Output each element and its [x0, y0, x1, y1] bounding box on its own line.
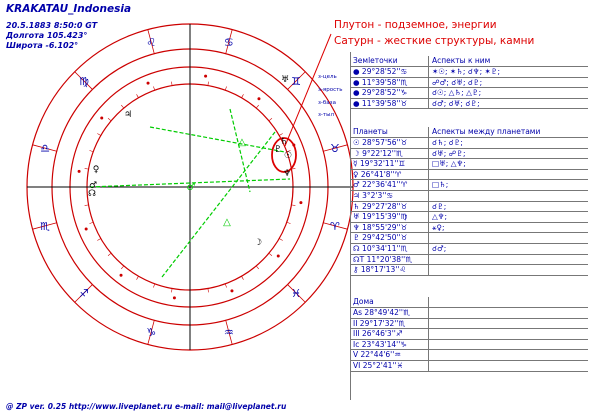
col-header: Земleточки: [351, 56, 429, 66]
degree-tick: [287, 222, 291, 223]
planet-glyph: ♄: [279, 137, 289, 147]
taurus-sign: ♉: [329, 142, 340, 156]
cusp-marker: [147, 82, 150, 85]
degree-tick: [153, 86, 154, 90]
cell: △♆;: [432, 212, 448, 222]
aquarius-sign: ♒: [223, 325, 234, 339]
cell: □♅; △♆;: [432, 159, 466, 169]
degree-tick: [242, 94, 244, 97]
table-header: [351, 297, 588, 308]
table-row: [351, 308, 588, 319]
degree-tick: [85, 205, 89, 206]
planet-glyph: ☽: [253, 238, 263, 248]
cell: ☌♂;: [432, 243, 447, 253]
degree-tick: [208, 288, 209, 292]
planet-glyph: ♇: [273, 145, 283, 155]
pisces-sign: ♓: [291, 287, 302, 301]
chart-datetime: 20.5.1883 8:50:0 GT: [6, 21, 98, 30]
capricorn-sign: ♑: [146, 325, 157, 339]
aries-sign: ♈: [329, 219, 340, 233]
cusp-marker: [292, 144, 295, 147]
degree-tick: [208, 82, 209, 86]
cell: ● 29°28'52''♋: [351, 67, 429, 77]
cancer-sign: ♋: [223, 36, 234, 50]
planet-glyph: ☉: [283, 151, 293, 161]
degree-tick: [153, 284, 154, 288]
cell: VI 25°2'41''♓: [351, 361, 429, 371]
scorpio-sign: ♏: [40, 219, 51, 233]
cell: ♄ 29°27'28''♉: [351, 202, 429, 212]
degree-tick: [85, 168, 89, 169]
table-row: [351, 191, 588, 202]
cell: ☌♄; ☌♇;: [432, 138, 463, 147]
cusp-marker: [100, 117, 103, 120]
table-header: [351, 127, 588, 138]
chart-latitude: Широта -6.102°: [6, 41, 79, 50]
degree-tick: [225, 284, 226, 288]
degree-tick: [279, 239, 282, 241]
cell: ● 29°28'52''♑: [351, 88, 429, 98]
cell: ☍♂; ☌♅; ☌♇;: [432, 77, 483, 87]
gemini-sign: ♊: [291, 74, 302, 88]
degree-tick: [121, 266, 124, 269]
degree-tick: [171, 288, 172, 292]
degree-tick: [291, 205, 295, 206]
annotation-saturn: Сатурн - жесткие структуры, камни: [334, 35, 535, 47]
planet-glyph: ♅: [280, 75, 290, 85]
degree-tick: [269, 118, 272, 121]
aspect-line: [150, 127, 285, 152]
side-label: з-база: [318, 100, 336, 106]
cell: ☊T 11°20'38''♏: [351, 255, 429, 265]
cell: ♇ 29°42'50''♉: [351, 233, 429, 243]
cusp-marker: [257, 97, 260, 100]
chart-longitude: Долгота 105.423°: [6, 31, 88, 40]
degree-tick: [256, 105, 259, 108]
aspect-glyph: △: [223, 217, 231, 228]
libra-sign: ♎: [40, 142, 51, 156]
cell: ● 11°39'58''♉: [351, 99, 429, 109]
cusp-marker: [277, 254, 280, 257]
houses-table: [351, 297, 588, 372]
cell: ☉ 28°57'56''♉: [351, 138, 429, 148]
table-row: [351, 223, 588, 234]
planets-table: [351, 127, 588, 276]
degree-tick: [89, 222, 93, 223]
aspect-line: [162, 132, 275, 277]
table-row: [351, 255, 588, 266]
table-row: [351, 78, 588, 89]
table-row: [351, 180, 588, 191]
cell: ♅ 19°15'39''♍: [351, 212, 429, 222]
table-row: [351, 170, 588, 181]
cusp-marker: [78, 170, 81, 173]
cell: ☊ 10°34'11''♏: [351, 244, 429, 254]
planet-glyph: ♃: [123, 110, 133, 120]
cell: [429, 170, 588, 180]
cusp-marker: [120, 274, 123, 277]
table-row: [351, 202, 588, 213]
cusp-marker: [173, 296, 176, 299]
table-row: [351, 340, 588, 351]
cell: As 28°49'42''♏: [351, 308, 429, 318]
table-row: [351, 88, 588, 99]
degree-tick: [97, 134, 100, 136]
degree-tick: [89, 150, 93, 151]
table-row: [351, 138, 588, 149]
col-header: Аспекты между планетами: [432, 127, 541, 136]
degree-tick: [269, 253, 272, 256]
cell: [429, 255, 588, 265]
cell: ☌♇;: [432, 201, 447, 211]
table-row: [351, 265, 588, 276]
planet-glyph: ♆: [282, 169, 292, 179]
table-row: [351, 233, 588, 244]
sagittarius-sign: ♐: [78, 287, 89, 301]
table-row: [351, 319, 588, 330]
degree-tick: [108, 253, 111, 256]
chart-title: KRAKATAU_Indonesia: [6, 3, 132, 15]
degree-tick: [242, 276, 244, 279]
side-label: з-цель: [318, 74, 337, 80]
table-row: [351, 329, 588, 340]
aspect-glyph: △: [238, 137, 246, 148]
cell: ♂ 22°36'41''♈: [351, 180, 429, 190]
aspect-line: [230, 109, 250, 192]
col-header: Аспекты к ним: [432, 56, 491, 65]
cell: V 22°44'6''♒: [351, 350, 429, 360]
side-label: з-ярость: [318, 87, 343, 93]
degree-tick: [225, 86, 226, 90]
table-header: [351, 56, 588, 67]
virgo-sign: ♍: [78, 74, 89, 88]
aspect-glyph: ♂: [186, 182, 196, 193]
degree-tick: [108, 118, 111, 121]
cell: ♆ 18°55'29''♉: [351, 223, 429, 233]
cell: ● 11°39'58''♏: [351, 78, 429, 88]
table-row: [351, 350, 588, 361]
cell: □♄;: [432, 180, 449, 190]
cell: ⚹♀;: [432, 222, 445, 232]
table-row: [351, 212, 588, 223]
col-header: Планеты: [351, 127, 429, 137]
cell: ♀ 26°41'8''♈: [351, 170, 429, 180]
cell: ☌♅; ☍♇;: [432, 148, 466, 158]
cell: ☌♂; ☌♅; ☌♇;: [432, 98, 480, 108]
table-row: [351, 361, 588, 372]
degree-tick: [279, 134, 282, 136]
col-header: Дома: [351, 297, 429, 307]
cell: ⚷ 18°17'13''♌: [351, 265, 429, 275]
cell: ☽ 9°22'12''♏: [351, 149, 429, 159]
cell: II 29°17'32''♏: [351, 319, 429, 329]
table-row: [351, 159, 588, 170]
table-row: [351, 99, 588, 110]
side-label: з-тыл: [318, 112, 334, 118]
cell: Ic 23°43'14''♑: [351, 340, 429, 350]
degree-tick: [137, 276, 139, 279]
leo-sign: ♌: [146, 36, 157, 50]
table-row: [351, 67, 588, 78]
cell: ☿ 19°32'11''♊: [351, 159, 429, 169]
cell: [429, 265, 588, 275]
cusp-marker: [230, 289, 233, 292]
cell: [429, 233, 588, 243]
planet-glyph: ♀: [92, 165, 100, 175]
degree-tick: [97, 239, 100, 241]
planet-glyph: ☊: [88, 189, 96, 199]
planet-glyph: ♂: [88, 181, 98, 191]
degree-tick: [171, 82, 172, 86]
cusp-marker: [85, 227, 88, 230]
table-row: [351, 149, 588, 160]
cell: ✶☉; ✶♄; ☌♆; ✶♇;: [432, 67, 501, 76]
annotation-pluto: Плутон - подземное, энергии: [334, 19, 497, 31]
earth-points-table: [351, 56, 588, 109]
cusp-marker: [299, 201, 302, 204]
degree-tick: [256, 266, 259, 269]
table-row: [351, 244, 588, 255]
footer-credits: @ ZP ver. 0.25 http://www.liveplanet.ru e-mail: mail@liveplanet.ru: [6, 402, 287, 411]
cell: III 26°46'3''♐: [351, 329, 429, 339]
cusp-marker: [204, 75, 207, 78]
cell: ☌☉; △♄; △♇;: [432, 88, 482, 98]
degree-tick: [137, 94, 139, 97]
cell: ♃ 3°2'3''♋: [351, 191, 429, 201]
degree-tick: [121, 105, 124, 108]
cell: [429, 191, 588, 201]
